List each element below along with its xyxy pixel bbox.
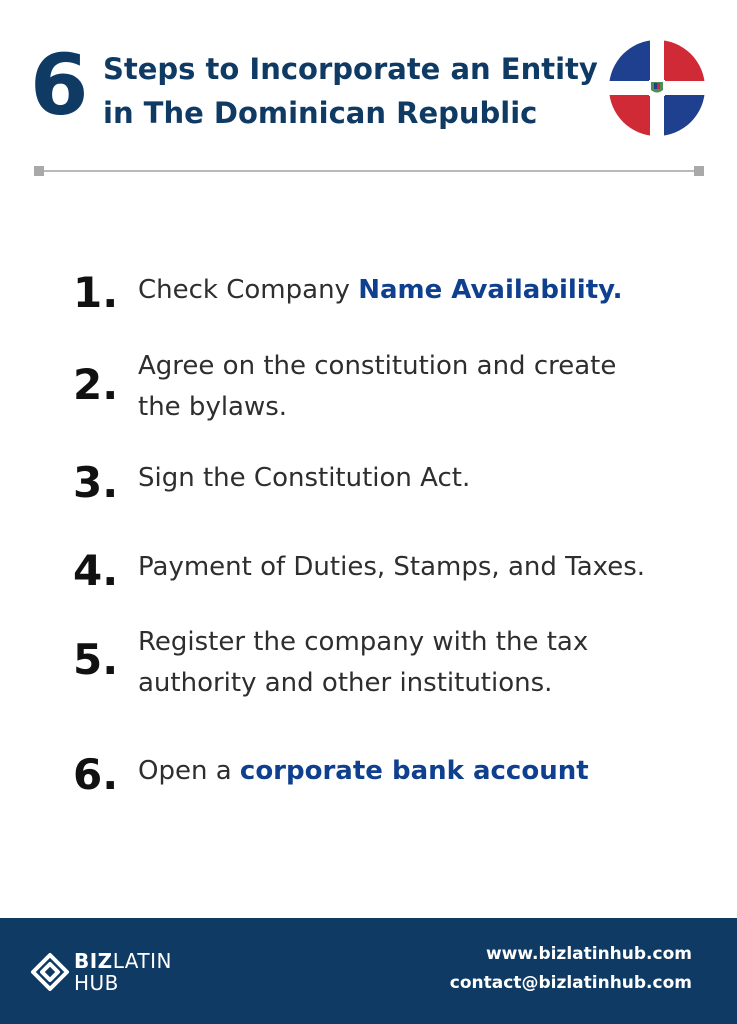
- step-text: Open a corporate bank account: [138, 756, 589, 786]
- step-number: 1.: [73, 268, 119, 317]
- dominican-republic-flag-icon: [607, 38, 707, 138]
- step-number: 4.: [73, 546, 119, 595]
- page-title: [103, 47, 603, 135]
- bizlatinhub-logo: [30, 946, 180, 996]
- corporate-bank-account-highlight: corporate bank account: [239, 756, 589, 786]
- step-text: Sign the Constitution Act.: [138, 463, 471, 493]
- logo-wordmark: BIZLATIN HUB: [74, 949, 172, 995]
- name-availability-highlight: Name Availability.: [358, 275, 623, 305]
- bizlatinhub-logo-icon: [30, 952, 70, 992]
- header: [0, 0, 737, 160]
- title-line-2: in The Dominican Republic: [103, 96, 538, 130]
- step-number: 3.: [73, 458, 119, 507]
- footer: [0, 918, 737, 1024]
- contact-info: [450, 940, 692, 998]
- step-number: 5.: [73, 635, 119, 684]
- step-text: Payment of Duties, Stamps, and Taxes.: [138, 552, 646, 582]
- title-line-1: Steps to Incorporate an Entity: [103, 52, 598, 86]
- step-number: 6.: [73, 750, 119, 799]
- email-link[interactable]: contact@bizlatinhub.com: [449, 973, 692, 993]
- steps-count: 6: [30, 36, 89, 134]
- step-text: Check Company Name Availability.: [138, 275, 623, 305]
- divider: [34, 165, 704, 177]
- step-text: Register the company with the tax authority and other institutions.: [138, 627, 589, 698]
- website-link[interactable]: www.bizlatinhub.com: [485, 944, 692, 964]
- step-number: 2.: [73, 360, 119, 409]
- step-text: Agree on the constitution and create the bylaws.: [138, 351, 617, 422]
